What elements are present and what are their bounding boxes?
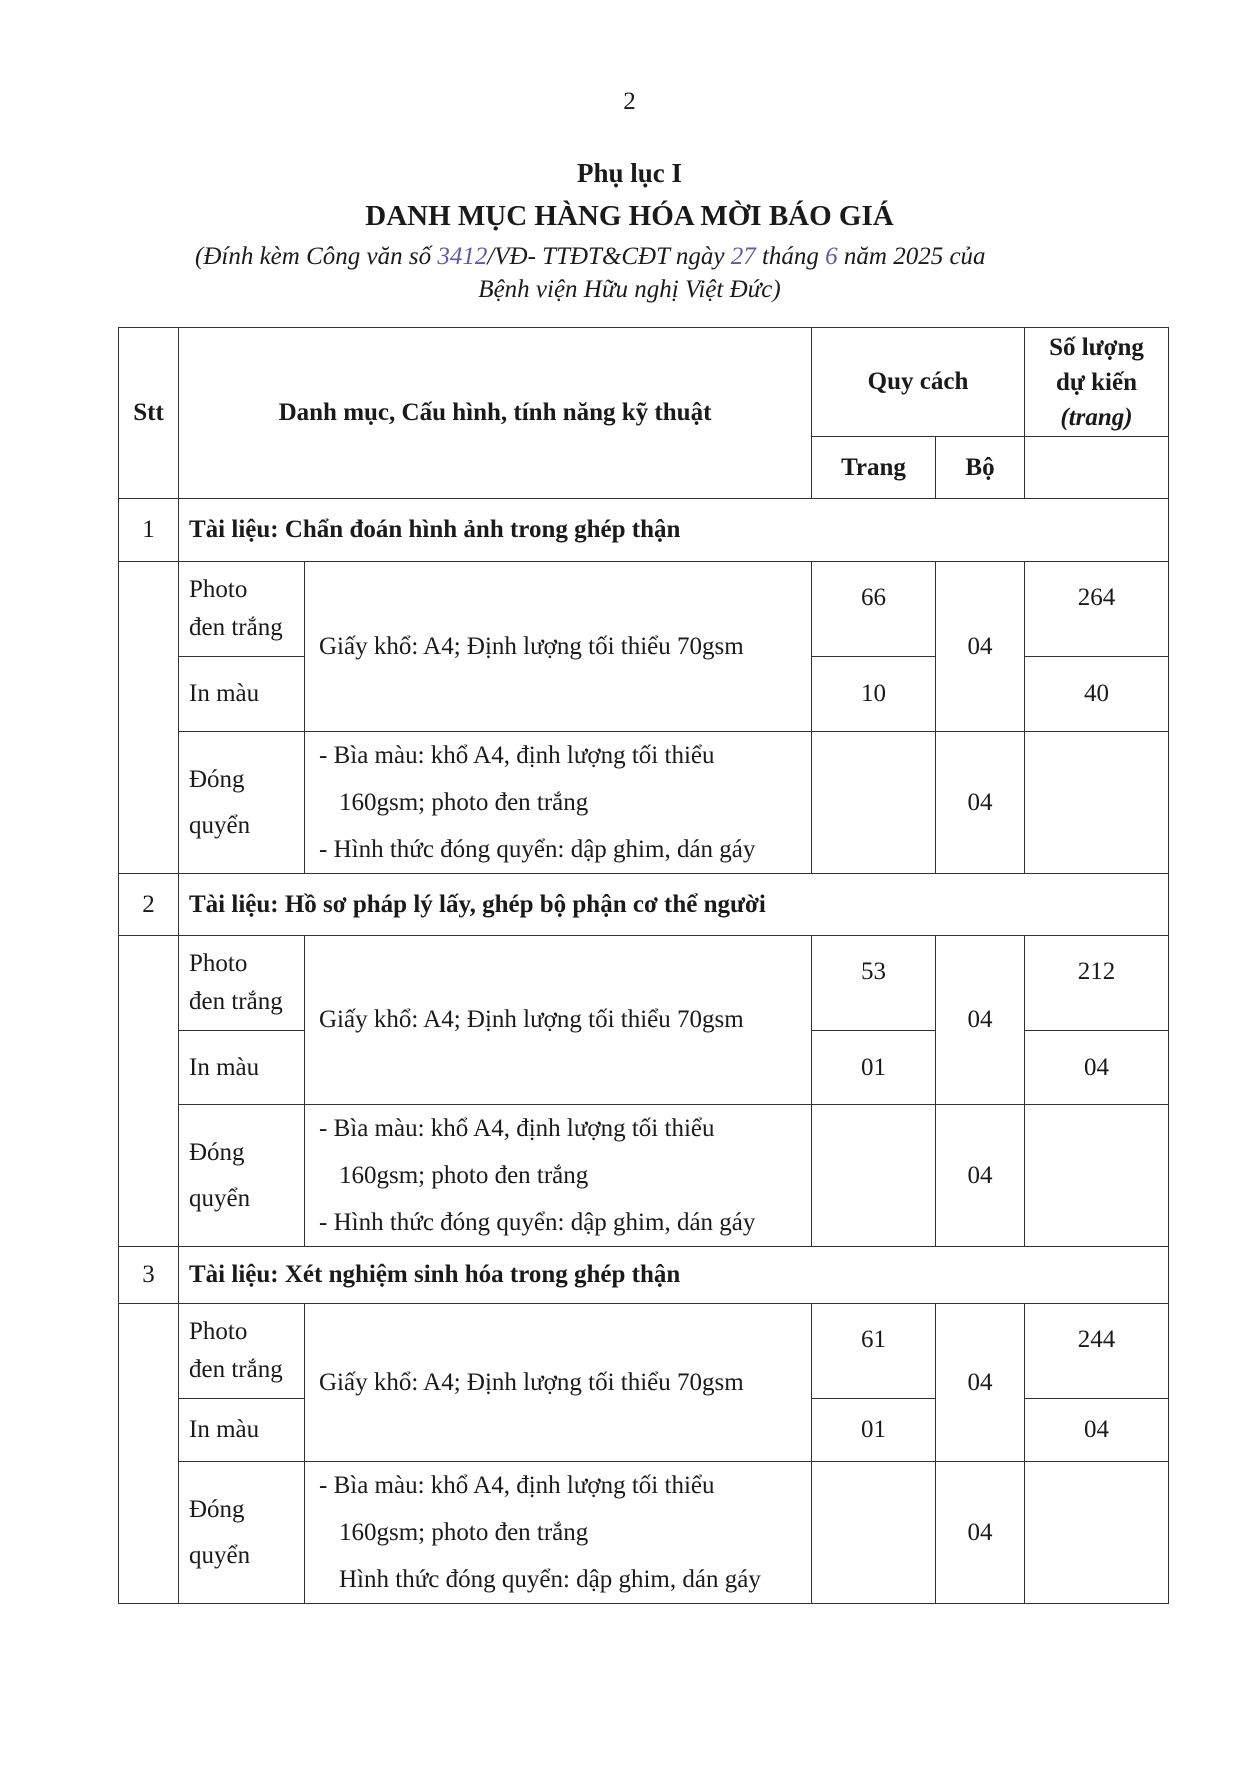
bw-quantity: 244 [1025, 1304, 1169, 1399]
subtitle-text: /VĐ- TTĐT&CĐT [487, 243, 670, 270]
bw-print-row [119, 1304, 1169, 1399]
binding-spec-line2: 160gsm; photo đen trắng [339, 789, 589, 816]
binding-quantity-cell [1025, 1105, 1169, 1247]
section-title: Tài liệu: Hồ sơ pháp lý lấy, ghép bộ phận cơ thể người [179, 874, 1169, 936]
color-quantity: 40 [1025, 657, 1169, 732]
goods-catalog-table [118, 327, 1169, 1604]
binding-spec [305, 1462, 812, 1604]
binding-label-line2: quyển [189, 1184, 251, 1212]
subtitle-line-2: Bệnh viện Hữu nghị Việt Đức) [478, 276, 781, 303]
section-title: Tài liệu: Xét nghiệm sinh hóa trong ghép thận [179, 1247, 1169, 1304]
subtitle-line-1 [195, 243, 986, 271]
binding-spec-line1: - Bìa màu: khổ A4, định lượng tối thiểu [319, 1472, 715, 1499]
header-row [119, 328, 1169, 437]
subtitle-text: (Đính kèm Công văn số [195, 243, 438, 270]
bw-print-label [179, 562, 305, 657]
binding-pages-cell [812, 1462, 936, 1604]
print-sets: 04 [936, 936, 1025, 1105]
section-number: 3 [119, 1247, 179, 1304]
bw-print-label-line1: Photo [189, 576, 248, 603]
print-sets: 04 [936, 1304, 1025, 1462]
color-pages: 10 [812, 657, 936, 732]
section-title: Tài liệu: Chẩn đoán hình ảnh trong ghép thận [179, 499, 1169, 562]
paper-spec: Giấy khổ: A4; Định lượng tối thiểu 70gsm [305, 562, 812, 732]
header-pages: Trang [812, 437, 936, 499]
color-print-label: In màu [179, 657, 305, 732]
binding-sets: 04 [936, 732, 1025, 874]
header-quantity-line1: Số lượng [1049, 333, 1144, 361]
handwritten-day: 27 [730, 243, 756, 270]
header-spec: Quy cách [812, 328, 1025, 437]
binding-spec-line3: - Hình thức đóng quyển: dập ghim, dán gáy [319, 1209, 756, 1236]
document-title: DANH MỤC HÀNG HÓA MỜI BÁO GIÁ [365, 200, 894, 232]
header-sets: Bộ [936, 437, 1025, 499]
binding-quantity-cell [1025, 1462, 1169, 1604]
subtitle-text: năm 2025 của [837, 243, 986, 270]
subtitle-text: ngày [669, 243, 731, 270]
bw-print-row [119, 562, 1169, 657]
print-sets: 04 [936, 562, 1025, 732]
section-row [119, 874, 1169, 936]
binding-row [119, 1462, 1169, 1604]
binding-label-line1: Đóng [189, 1495, 245, 1523]
paper-spec: Giấy khổ: A4; Định lượng tối thiểu 70gsm [305, 1304, 812, 1462]
handwritten-document-number: 3412 [437, 243, 488, 270]
binding-spec-line1: - Bìa màu: khổ A4, định lượng tối thiểu [319, 1115, 715, 1142]
binding-sets: 04 [936, 1462, 1025, 1604]
binding-row [119, 732, 1169, 874]
binding-pages-cell [812, 1105, 936, 1247]
subtitle-text: tháng [755, 243, 826, 270]
bw-print-label [179, 1304, 305, 1399]
binding-label-line1: Đóng [189, 1138, 245, 1166]
bw-print-label-line1: Photo [189, 950, 248, 977]
section-row [119, 499, 1169, 562]
section-number: 1 [119, 499, 179, 562]
binding-label-line2: quyển [189, 1541, 251, 1569]
binding-spec-line2: 160gsm; photo đen trắng [339, 1519, 589, 1546]
header-quantity [1025, 328, 1169, 437]
header-quantity-unit: (trang) [1060, 403, 1133, 431]
binding-label-line2: quyển [189, 811, 251, 839]
binding-quantity-cell [1025, 732, 1169, 874]
header-catalog: Danh mục, Cấu hình, tính năng kỹ thuật [179, 328, 812, 499]
binding-spec-line3: Hình thức đóng quyển: dập ghim, dán gáy [339, 1566, 761, 1593]
bw-print-label-line2: đen trắng [189, 988, 283, 1015]
stt-spacer-cell [119, 936, 179, 1247]
binding-label [179, 1105, 305, 1247]
bw-print-label-line1: Photo [189, 1318, 248, 1345]
stt-spacer-cell [119, 1304, 179, 1604]
color-pages: 01 [812, 1031, 936, 1105]
binding-spec [305, 732, 812, 874]
section-number: 2 [119, 874, 179, 936]
binding-sets: 04 [936, 1105, 1025, 1247]
color-pages: 01 [812, 1399, 936, 1462]
color-quantity: 04 [1025, 1031, 1169, 1105]
bw-quantity: 264 [1025, 562, 1169, 657]
bw-print-row [119, 936, 1169, 1031]
binding-spec-line1: - Bìa màu: khổ A4, định lượng tối thiểu [319, 742, 715, 769]
color-print-label: In màu [179, 1031, 305, 1105]
bw-quantity: 212 [1025, 936, 1169, 1031]
paper-spec: Giấy khổ: A4; Định lượng tối thiểu 70gsm [305, 936, 812, 1105]
binding-spec-line2: 160gsm; photo đen trắng [339, 1162, 589, 1189]
binding-spec [305, 1105, 812, 1247]
header-empty-cell [1025, 437, 1169, 499]
binding-label [179, 1462, 305, 1604]
bw-pages: 61 [812, 1304, 936, 1399]
color-quantity: 04 [1025, 1399, 1169, 1462]
bw-pages: 53 [812, 936, 936, 1031]
binding-label [179, 732, 305, 874]
section-row [119, 1247, 1169, 1304]
header-quantity-line2: dự kiến [1056, 368, 1138, 396]
bw-print-label-line2: đen trắng [189, 1356, 283, 1383]
binding-row [119, 1105, 1169, 1247]
binding-pages-cell [812, 732, 936, 874]
handwritten-month: 6 [825, 243, 838, 270]
color-print-label: In màu [179, 1399, 305, 1462]
bw-print-label [179, 936, 305, 1031]
page-number: 2 [623, 88, 636, 115]
binding-label-line1: Đóng [189, 765, 245, 793]
bw-pages: 66 [812, 562, 936, 657]
stt-spacer-cell [119, 562, 179, 874]
appendix-title: Phụ lục I [576, 158, 683, 188]
binding-spec-line3: - Hình thức đóng quyển: dập ghim, dán gáy [319, 836, 756, 863]
header-stt: Stt [119, 328, 179, 499]
bw-print-label-line2: đen trắng [189, 614, 283, 641]
